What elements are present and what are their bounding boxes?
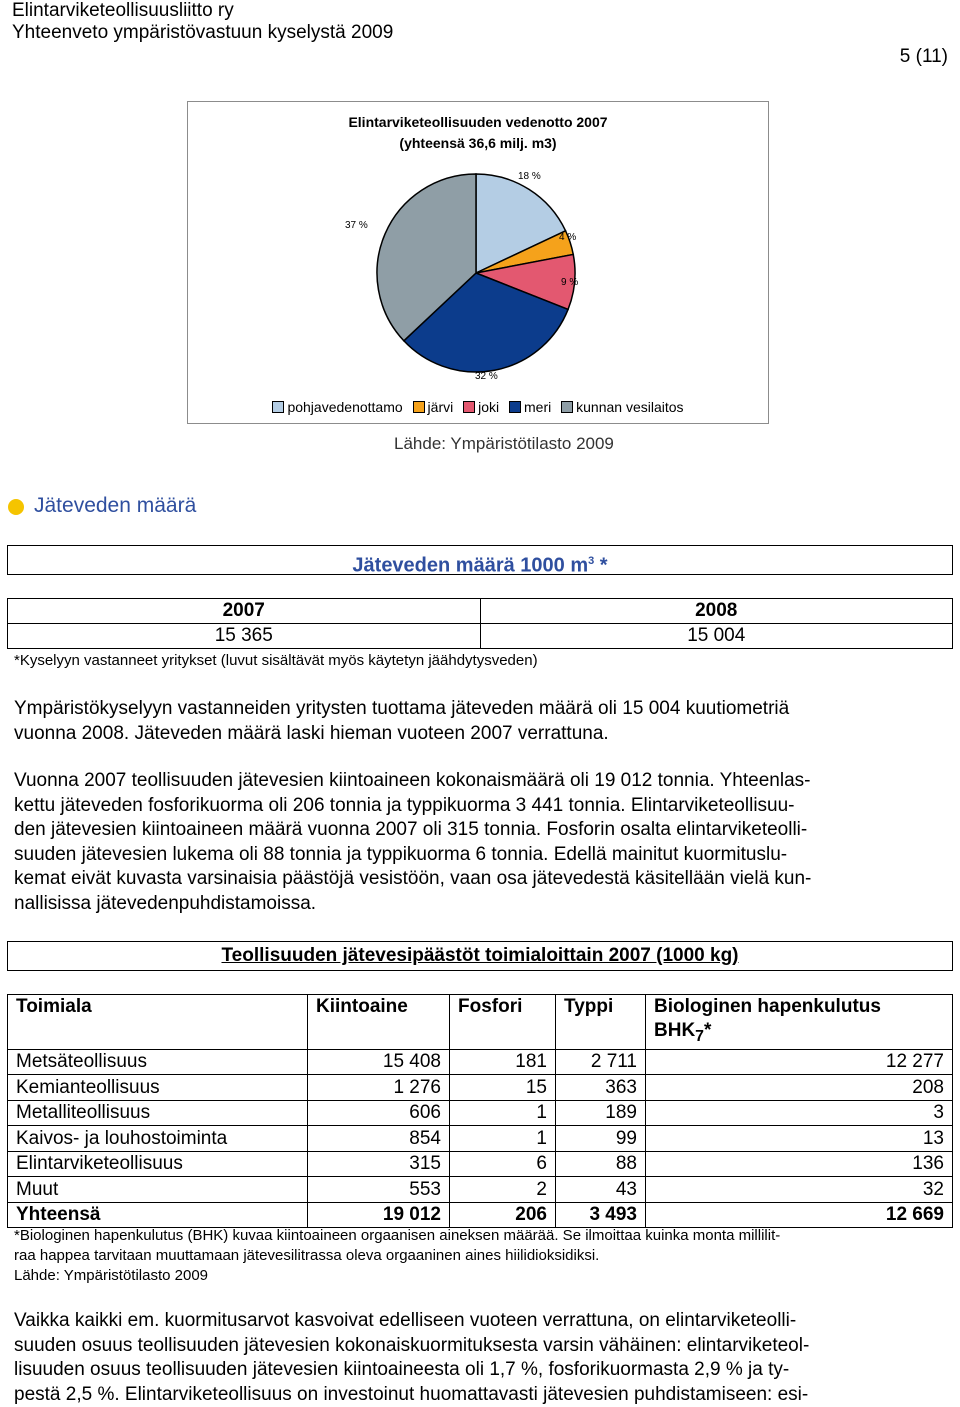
wastewater-title-sup: 3 bbox=[588, 555, 595, 567]
row-cell: 854 bbox=[308, 1126, 450, 1152]
row-cell: 136 bbox=[646, 1151, 953, 1177]
row-cell: 208 bbox=[646, 1075, 953, 1101]
total-label: Yhteensä bbox=[8, 1202, 308, 1228]
slice-label-kunnan-vesilaitos: 37 % bbox=[345, 220, 368, 231]
header-bhk-text: Biologinen hapenkulutus bbox=[654, 996, 881, 1017]
year-2007: 2007 bbox=[8, 599, 481, 624]
chart-source: Lähde: Ympäristötilasto 2009 bbox=[394, 434, 614, 453]
legend-swatch bbox=[509, 401, 521, 413]
legend-label: järvi bbox=[427, 399, 454, 415]
emissions-table bbox=[7, 994, 953, 1228]
row-cell: 3 bbox=[646, 1100, 953, 1126]
bullet-icon bbox=[8, 499, 24, 515]
row-cell: 15 408 bbox=[308, 1049, 450, 1075]
paragraph-3 bbox=[14, 1309, 944, 1407]
row-cell: 2 711 bbox=[556, 1049, 646, 1075]
legend-label: kunnan vesilaitos bbox=[576, 399, 684, 415]
wastewater-table bbox=[7, 598, 953, 649]
paragraph-1 bbox=[14, 697, 944, 746]
text-line: Vuonna 2007 teollisuuden jätevesien kiintoaineen kokonaismäärä oli 19 012 tonnia. Yhteenlas- bbox=[14, 770, 811, 791]
text-line: Ympäristökyselyyn vastanneiden yritysten tuottama jäteveden määrä oli 15 004 kuutiometriä bbox=[14, 698, 790, 719]
row-label: Elintarviketeollisuus bbox=[8, 1151, 308, 1177]
header-typpi: Typpi bbox=[556, 995, 646, 1050]
section-heading: Jäteveden määrä bbox=[34, 494, 197, 517]
page-number: 5 (11) bbox=[899, 46, 948, 67]
legend-item bbox=[561, 399, 683, 415]
footnote-line: raa happea tarvitaan muuttamaan jätevesilitrassa oleva orgaaninen aines hiilidioksidiksi. bbox=[14, 1247, 600, 1264]
row-cell: 15 bbox=[450, 1075, 556, 1101]
row-cell: 32 bbox=[646, 1177, 953, 1203]
row-cell: 1 bbox=[450, 1100, 556, 1126]
header-fosfori: Fosfori bbox=[450, 995, 556, 1050]
emissions-title: Teollisuuden jätevesipäästöt toimialoittain 2007 (1000 kg) bbox=[7, 941, 953, 971]
row-cell: 99 bbox=[556, 1126, 646, 1152]
table-row bbox=[8, 1151, 953, 1177]
slice-label-meri: 32 % bbox=[475, 371, 498, 382]
total-cell: 3 493 bbox=[556, 1202, 646, 1228]
text-line: kettu jäteveden fosforikuorma oli 206 tonnia ja typpikuorma 3 441 tonnia. Elintarviketeollisuu- bbox=[14, 794, 795, 816]
text-line: kemat eivät kuvasta varsinaisia päästöjä vesistöön, vaan osa jätevedestä käsitellään vielä kun- bbox=[14, 868, 812, 889]
total-cell: 12 669 bbox=[646, 1202, 953, 1228]
text-line: lisuuden osuus teollisuuden jätevesien kiintoaineesta oli 1,7 %, fosforikuormasta 2,9 % ja ty- bbox=[14, 1359, 790, 1380]
row-cell: 315 bbox=[308, 1151, 450, 1177]
header-bhk bbox=[646, 995, 953, 1050]
table-row bbox=[8, 1126, 953, 1152]
chart-legend bbox=[188, 399, 768, 415]
legend-item bbox=[272, 399, 402, 415]
wastewater-note: *Kyselyyn vastanneet yritykset (luvut sisältävät myös käytetyn jäähdytysveden) bbox=[14, 652, 538, 669]
org-name: Elintarviketeollisuusliitto ry bbox=[12, 0, 234, 21]
row-cell: 363 bbox=[556, 1075, 646, 1101]
row-cell: 606 bbox=[308, 1100, 450, 1126]
table-row bbox=[8, 1177, 953, 1203]
row-cell: 12 277 bbox=[646, 1049, 953, 1075]
header-kiintoaine: Kiintoaine bbox=[308, 995, 450, 1050]
legend-label: meri bbox=[524, 399, 552, 415]
legend-label: joki bbox=[478, 399, 500, 415]
text-line: pestä 2,5 %. Elintarviketeollisuus on investoinut huomattavasti jätevesien puhdistamiseen: esi- bbox=[14, 1383, 809, 1405]
slice-label-joki: 9 % bbox=[561, 277, 579, 288]
document-title: Yhteenveto ympäristövastuun kyselystä 2009 bbox=[12, 22, 394, 43]
legend-swatch bbox=[413, 401, 425, 413]
row-cell: 88 bbox=[556, 1151, 646, 1177]
footnote-line: *Biologinen hapenkulutus (BHK) kuvaa kiintoaineen orgaanisen aineksen määrää. Se ilmoittaa kuinka monta millilit- bbox=[14, 1227, 781, 1244]
table-row bbox=[8, 1075, 953, 1101]
row-label: Muut bbox=[8, 1177, 308, 1203]
header-bhk-abbr: BHK bbox=[654, 1020, 696, 1041]
row-cell: 2 bbox=[450, 1177, 556, 1203]
emissions-source: Lähde: Ympäristötilasto 2009 bbox=[14, 1267, 209, 1284]
row-cell: 43 bbox=[556, 1177, 646, 1203]
value-2007: 15 365 bbox=[8, 624, 481, 649]
row-label: Metsäteollisuus bbox=[8, 1049, 308, 1075]
text-line: den jätevesien kiintoaineen määrä vuonna 2007 oli 315 tonnia. Fosforin osalta elintarviketeolli- bbox=[14, 819, 808, 840]
header-bhk-star: * bbox=[703, 1020, 712, 1041]
slice-label-pohjavedenottamo: 18 % bbox=[518, 171, 541, 182]
legend-item bbox=[413, 399, 454, 415]
legend-item bbox=[509, 399, 551, 415]
total-cell: 206 bbox=[450, 1202, 556, 1228]
wastewater-title bbox=[7, 545, 953, 575]
row-cell: 1 bbox=[450, 1126, 556, 1152]
row-cell: 189 bbox=[556, 1100, 646, 1126]
value-2008: 15 004 bbox=[480, 624, 953, 649]
text-line: suuden jätevesien lukema oli 88 tonnia ja typpikuorma 6 tonnia. Edellä mainitut kuormituslu- bbox=[14, 843, 788, 865]
table-row bbox=[8, 1049, 953, 1075]
row-label: Kemianteollisuus bbox=[8, 1075, 308, 1101]
text-line: Vaikka kaikki em. kuormitusarvot kasvoivat edelliseen vuoteen verrattuna, on elintarviketeolli- bbox=[14, 1310, 797, 1331]
water-intake-chart bbox=[187, 101, 769, 424]
year-2008: 2008 bbox=[480, 599, 953, 624]
emissions-footnote bbox=[14, 1226, 944, 1286]
header-bhk-sub: 7 bbox=[695, 1027, 704, 1045]
row-label: Kaivos- ja louhostoiminta bbox=[8, 1126, 308, 1152]
row-cell: 13 bbox=[646, 1126, 953, 1152]
row-cell: 181 bbox=[450, 1049, 556, 1075]
slice-label-jarvi: 4 % bbox=[559, 232, 577, 243]
legend-swatch bbox=[272, 401, 284, 413]
chart-subtitle: (yhteensä 36,6 milj. m3) bbox=[399, 135, 557, 151]
paragraph-2 bbox=[14, 769, 944, 916]
row-cell: 553 bbox=[308, 1177, 450, 1203]
wastewater-title-suffix: * bbox=[594, 554, 608, 577]
text-line: suuden osuus teollisuuden jätevesien kokonaiskuormituksesta varsin vähäinen: elintarviketeol- bbox=[14, 1334, 810, 1356]
legend-swatch bbox=[561, 401, 573, 413]
total-cell: 19 012 bbox=[308, 1202, 450, 1228]
text-line: vuonna 2008. Jäteveden määrä laski hieman vuoteen 2007 verrattuna. bbox=[14, 722, 609, 744]
legend-item bbox=[463, 399, 499, 415]
chart-title: Elintarviketeollisuuden vedenotto 2007 bbox=[348, 114, 608, 130]
legend-label: pohjavedenottamo bbox=[287, 399, 403, 415]
row-cell: 6 bbox=[450, 1151, 556, 1177]
wastewater-title-text: Jäteveden määrä 1000 m bbox=[352, 554, 589, 577]
row-cell: 1 276 bbox=[308, 1075, 450, 1101]
legend-swatch bbox=[463, 401, 475, 413]
text-line: nallisissa jätevedenpuhdistamoissa. bbox=[14, 892, 317, 914]
table-row bbox=[8, 1100, 953, 1126]
row-label: Metalliteollisuus bbox=[8, 1100, 308, 1126]
header-toimiala: Toimiala bbox=[8, 995, 308, 1050]
